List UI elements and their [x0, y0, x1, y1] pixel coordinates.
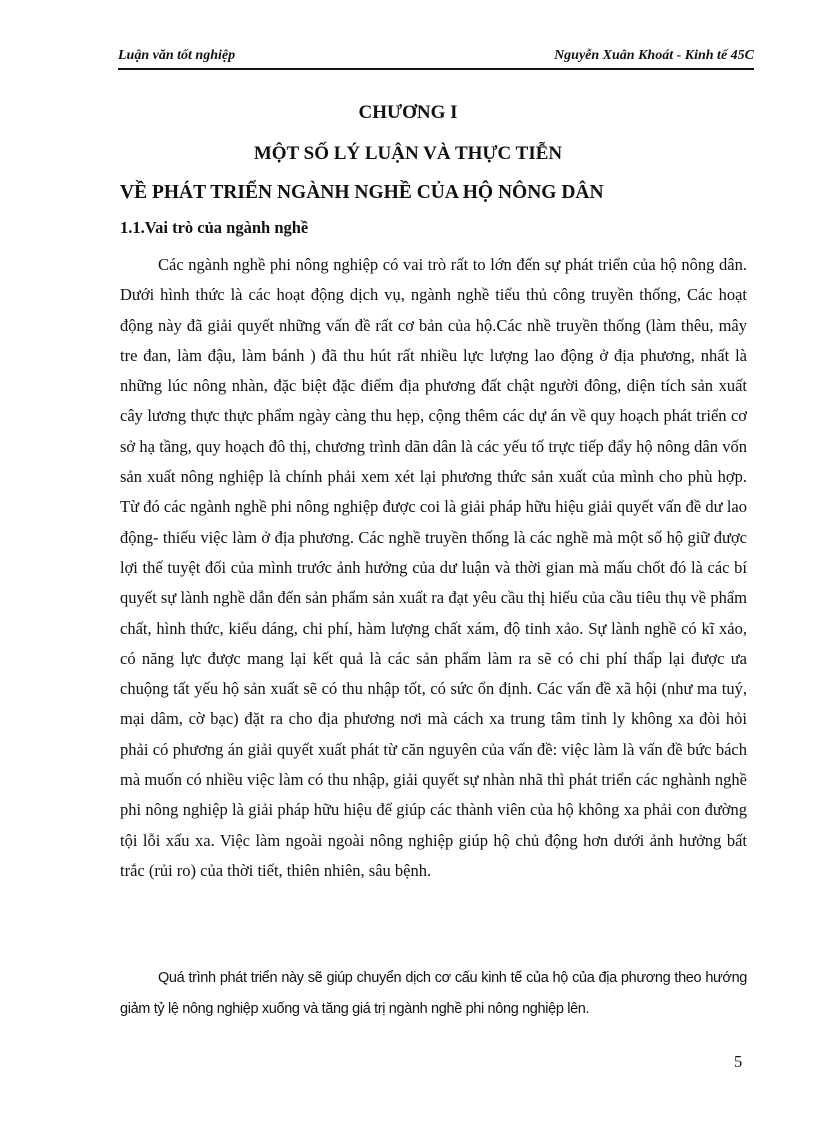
section-heading: 1.1.Vai trò của ngành nghề: [120, 218, 309, 237]
body-text: [120, 250, 747, 886]
page-header: [118, 48, 754, 70]
chapter-title-line-1: MỘT SỐ LÝ LUẬN VÀ THỰC TIỄN: [253, 143, 563, 164]
paragraph-2: Quá trình phát triển này sẽ giúp chuyển dịch cơ cấu kinh tế của hộ của địa phương theo hướng giảm tỷ lệ nông nghiệp xuống và tăng giá trị ngành nghề phi nông nghiệp lên.: [120, 970, 747, 1017]
chapter-number: CHƯƠNG I: [358, 102, 458, 123]
header-divider: [118, 68, 754, 70]
body-text-secondary: [120, 963, 747, 1025]
header-author-label: Nguyễn Xuân Khoát - Kinh tế 45C: [554, 48, 754, 63]
chapter-title-line-2: VỀ PHÁT TRIỂN NGÀNH NGHỀ CỦA HỘ NÔNG DÂN: [120, 182, 604, 203]
header-thesis-label: Luận văn tốt nghiệp: [118, 48, 236, 63]
page-number: 5: [734, 1052, 743, 1071]
paragraph-1: Các ngành nghề phi nông nghiệp có vai trò rất to lớn đến sự phát triển của hộ nông dân. Dưới hình thức là các hoạt động dịch vụ, ngành nghề tiểu thủ công truyền thống, Các hoạt động này đã giải quyết những vấn đề rất cơ bản của hộ.Các nhề truyền thống (làm thêu, mây tre đan, làm đậu, làm bánh ) đã thu hút rất nhiều lực lượng lao động ở địa phương, nhất là những lúc nông nhàn, đặc biệt đặc điểm địa phương đất chật người đông, diện tích sản xuất cây lương thực thực phẩm ngày càng thu hẹp, cộng thêm các dự án về quy hoạch phát triển cơ sở hạ tầng, quy hoạch đô thị, chương trình dãn dân là các yếu tố trực tiếp đẩy hộ nông dân vốn sản xuất nông nghiệp là chính phải xem xét lại phương thức sản xuất của mình cho phù hợp. Từ đó các ngành nghề phi nông nghiệp được coi là giải pháp hữu hiệu giải quyết vấn đề dư lao động- thiếu việc làm ở địa phương. Các nghề truyền thống là các nghề mà một số hộ giữ được lợi thế tuyệt đối của mình trước ảnh hưởng của dư luận và thời gian mà mấu chốt đó là các bí quyết sự lành nghề dẫn đến sản phẩm sản xuất ra đạt yêu cầu thị hiếu của cầu tiêu thụ về phẩm chất, hình thức, kiểu dáng, chi phí, hàm lượng chất xám, độ tinh xảo. Sự lành nghề có kĩ xảo, có năng lực được mang lại kết quả là các sản phẩm làm ra sẽ có chi phí thấp lại được ưa chuộng tất yếu hộ sản xuất sẽ có thu nhập tốt, có sức ổn định. Các vấn đề xã hội (như ma tuý, mại dâm, cờ bạc) đặt ra cho địa phương nơi mà cách xa trung tâm tỉnh ly không xa đòi hỏi phải có phương án giải quyết xuất phát từ căn nguyên của vấn đề: việc làm là vấn đề bức bách mà muốn có nhiều việc làm có thu nhập, giải quyết sự nhàn nhã thì phát triển các nghành nghề phi nông nghiệp là giải pháp hữu hiệu để giúp các thành viên của hộ không xa phải con đường tội lỗi xấu xa. Việc làm ngoài ngoài nông nghiệp giúp hộ chủ động hơn dưới ảnh hưởng bất trắc (rủi ro) của thời tiết, thiên nhiên, sâu bệnh.: [120, 255, 747, 880]
